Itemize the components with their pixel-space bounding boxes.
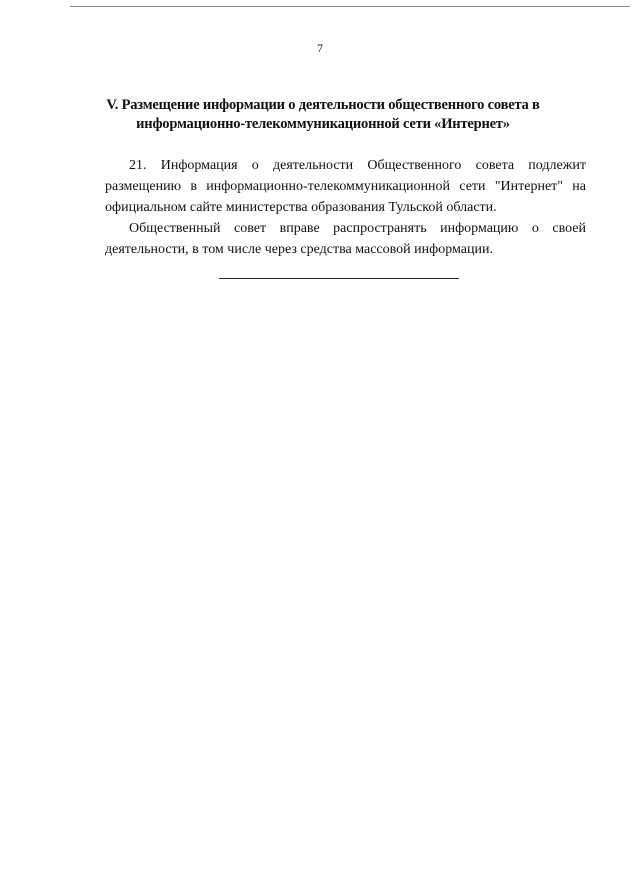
page-number: 7 (317, 41, 323, 55)
paragraph-line: размещению в информационно-телекоммуникационной сети "Интернет" на (105, 179, 586, 194)
paragraph-line: Общественный совет вправе распространять информацию о своей (129, 221, 586, 236)
section-heading-line-1: V. Размещение информации о деятельности общественного совета в (106, 97, 540, 113)
section-heading-line-2: информационно-телекоммуникационной сети «Интернет» (136, 116, 510, 132)
paragraph-21 (105, 155, 586, 218)
paragraph-council-rights (105, 218, 586, 260)
paragraph-line: деятельности, в том числе через средства массовой информации. (105, 242, 493, 257)
paragraph-line: официальном сайте министерства образования Тульской области. (105, 200, 497, 215)
end-of-document-rule (219, 278, 459, 279)
top-scan-rule (70, 6, 630, 7)
paragraph-line: 21. Информация о деятельности Общественного совета подлежит (129, 158, 586, 173)
section-heading (60, 96, 586, 134)
